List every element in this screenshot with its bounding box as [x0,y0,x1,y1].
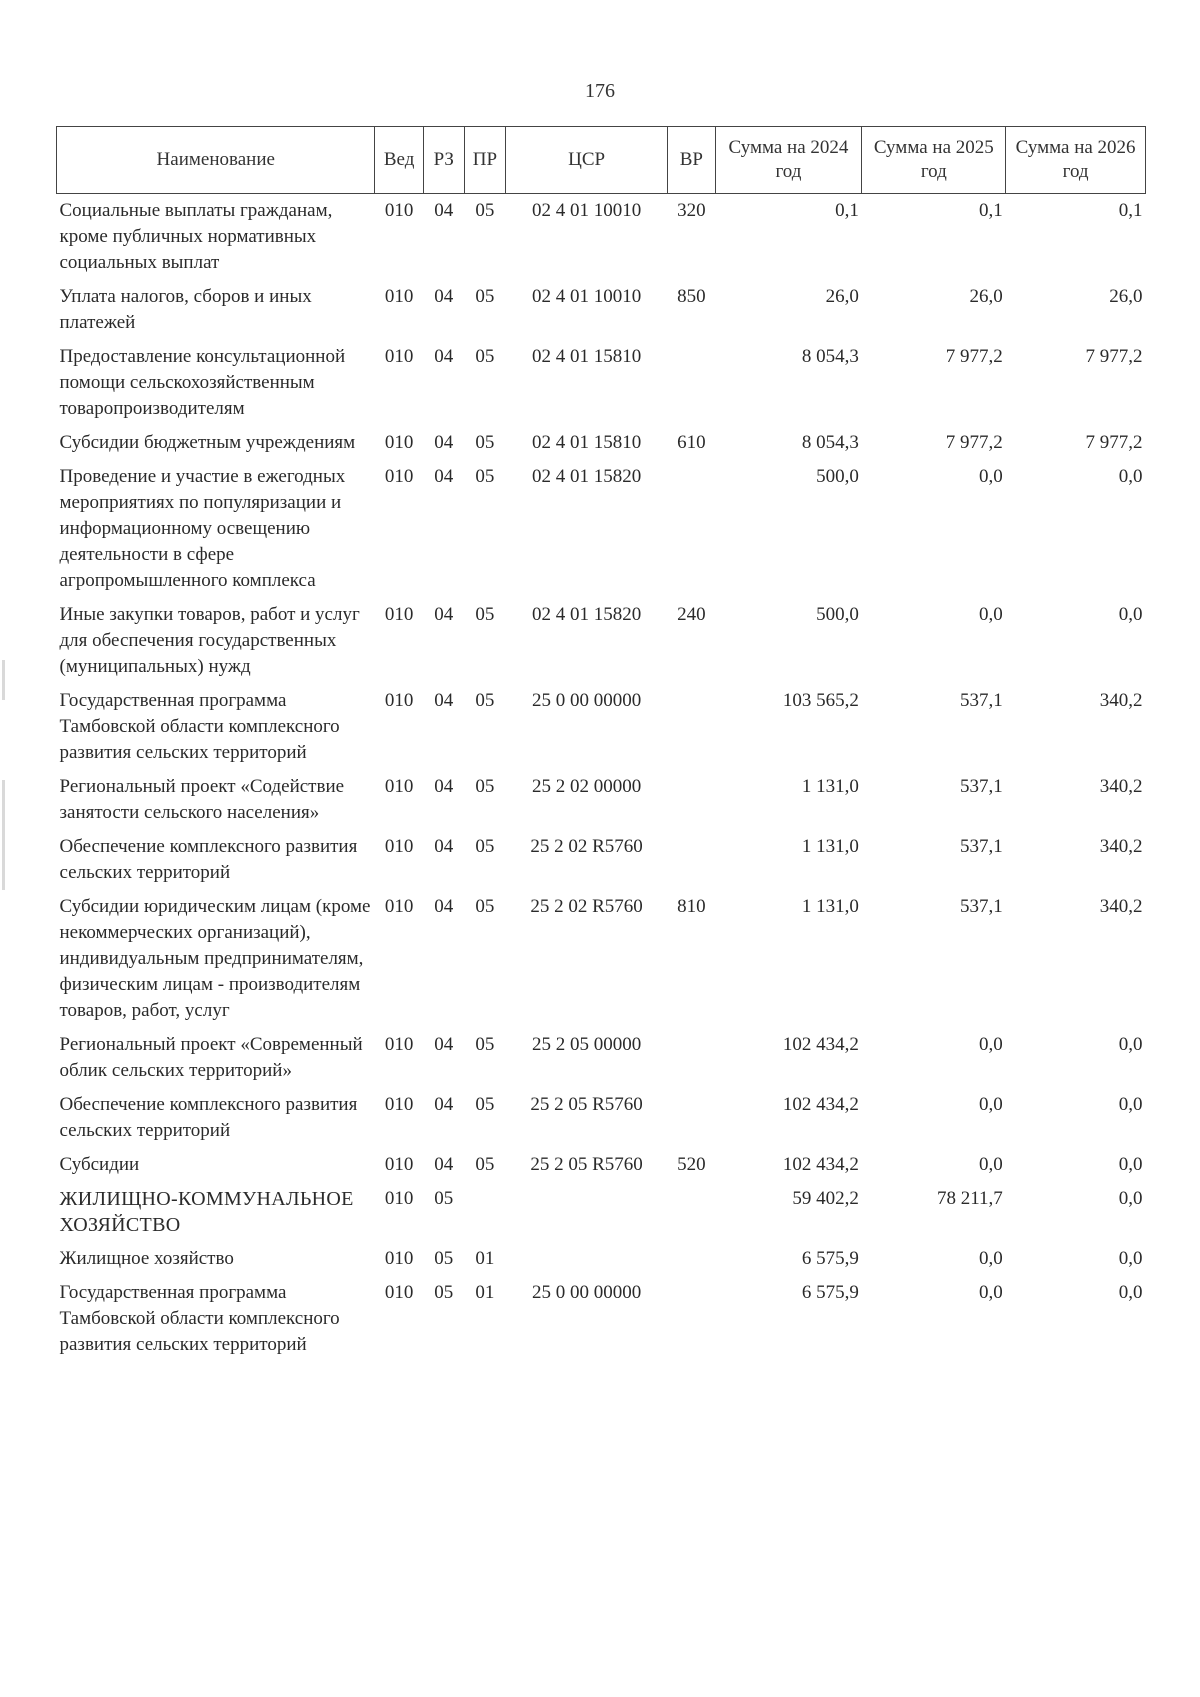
row-vr: 610 [677,432,706,453]
row-rz: 04 [434,690,454,711]
row-rz: 04 [434,1094,454,1115]
table-body [57,194,1146,1363]
table-row [57,280,1146,340]
row-ved: 010 [384,1034,414,1055]
row-name: Государственная программа Тамбовской области комплексного развития сельских территорий [59,1282,340,1355]
row-sum-2024: 8 054,3 [801,346,859,367]
table-row [57,598,1146,684]
row-csr: 25 2 05 R5760 [530,1154,643,1175]
row-pr: 05 [475,1094,495,1115]
row-sum-2024: 6 575,9 [801,1248,859,1269]
row-ved: 010 [384,1282,414,1303]
row-vr [668,340,715,426]
row-csr: 25 0 00 00000 [531,690,642,711]
row-name: Субсидии юридическим лицам (кроме некоммерческих организаций), индивидуальным предпринимателям, физическим лицам - производителям товаров, работ, услуг [59,896,371,1021]
row-vr [668,770,715,830]
header-sum-2026: Сумма на 2026 год [1006,127,1146,194]
row-csr: 25 2 02 R5760 [530,896,643,917]
row-sum-2024: 59 402,2 [792,1188,859,1209]
row-csr: 02 4 01 15820 [531,604,642,625]
row-ved: 010 [384,896,414,917]
row-vr [668,684,715,770]
row-pr: 05 [475,604,495,625]
row-name: Обеспечение комплексного развития сельских территорий [59,836,358,883]
row-csr: 02 4 01 15810 [531,432,642,453]
row-rz: 05 [434,1248,454,1269]
row-pr: 05 [475,1034,495,1055]
row-rz: 04 [434,346,454,367]
table-row [57,684,1146,770]
header-name: Наименование [57,127,375,194]
row-rz: 04 [434,776,454,797]
row-pr: 05 [475,286,495,307]
page-number: 176 [585,80,615,102]
table-row [57,194,1146,281]
header-vr: ВР [668,127,715,194]
row-sum-2026: 0,0 [1118,604,1143,625]
row-sum-2025: 0,0 [978,466,1003,487]
row-sum-2024: 102 434,2 [782,1034,859,1055]
row-csr [505,1242,667,1276]
row-pr: 01 [475,1248,495,1269]
row-sum-2025: 537,1 [959,836,1003,857]
row-csr: 02 4 01 10010 [531,200,642,221]
row-name: Субсидии [59,1154,140,1175]
row-name: Субсидии бюджетным учреждениям [59,432,356,453]
row-rz: 04 [434,286,454,307]
table-row [57,426,1146,460]
header-csr: ЦСР [505,127,667,194]
row-sum-2025: 7 977,2 [945,432,1003,453]
row-vr [668,460,715,598]
row-sum-2025: 0,0 [978,1282,1003,1303]
header-pr: ПР [464,127,505,194]
row-ved: 010 [384,776,414,797]
row-sum-2026: 7 977,2 [1085,346,1143,367]
row-rz: 04 [434,1154,454,1175]
row-sum-2024: 500,0 [816,604,859,625]
row-csr: 02 4 01 15820 [531,466,642,487]
row-sum-2026: 340,2 [1099,776,1143,797]
row-name: Социальные выплаты гражданам, кроме публичных нормативных социальных выплат [59,200,333,273]
row-pr: 05 [475,466,495,487]
row-vr [668,1028,715,1088]
scan-edge-mark [2,660,5,700]
row-pr: 01 [475,1282,495,1303]
header-sum-2024: Сумма на 2024 год [715,127,862,194]
table-row [57,340,1146,426]
row-vr [668,1088,715,1148]
row-name: Проведение и участие в ежегодных мероприятиях по популяризации и информационному освещению деятельности в сфере агропромышленного комплекса [59,466,346,591]
row-ved: 010 [384,200,414,221]
table-row [57,770,1146,830]
row-sum-2024: 103 565,2 [782,690,859,711]
row-ved: 010 [384,1188,414,1209]
row-name: Иные закупки товаров, работ и услуг для обеспечения государственных (муниципальных) нужд [59,604,360,677]
table-row [57,1242,1146,1276]
row-sum-2024: 6 575,9 [801,1282,859,1303]
row-sum-2026: 0,0 [1118,1154,1143,1175]
row-csr [505,1182,667,1242]
row-sum-2026: 340,2 [1099,690,1143,711]
row-pr: 05 [475,776,495,797]
row-sum-2024: 8 054,3 [801,432,859,453]
row-vr: 810 [677,896,706,917]
row-ved: 010 [384,604,414,625]
row-sum-2024: 1 131,0 [801,836,859,857]
row-sum-2026: 340,2 [1099,836,1143,857]
row-name: Жилищное хозяйство [59,1248,234,1269]
row-ved: 010 [384,432,414,453]
header-ved: Вед [375,127,423,194]
row-vr: 240 [677,604,706,625]
row-sum-2024: 102 434,2 [782,1154,859,1175]
scan-edge-mark [2,780,5,890]
row-rz: 04 [434,896,454,917]
budget-table [56,126,1146,1362]
row-sum-2025: 0,0 [978,1034,1003,1055]
row-ved: 010 [384,346,414,367]
row-pr [464,1182,505,1242]
table-row [57,1088,1146,1148]
row-csr: 02 4 01 10010 [531,286,642,307]
row-ved: 010 [384,286,414,307]
header-sum-2025: Сумма на 2025 год [862,127,1006,194]
row-sum-2025: 7 977,2 [945,346,1003,367]
row-pr: 05 [475,432,495,453]
table-row [57,1276,1146,1362]
row-name: Предоставление консультационной помощи сельскохозяйственным товаропроизводителям [59,346,346,419]
row-csr: 25 2 05 00000 [531,1034,642,1055]
row-sum-2026: 0,0 [1118,1282,1143,1303]
table-row [57,890,1146,1028]
row-vr: 320 [677,200,706,221]
row-ved: 010 [384,1248,414,1269]
row-ved: 010 [384,1094,414,1115]
row-sum-2025: 0,0 [978,1154,1003,1175]
row-sum-2024: 1 131,0 [801,776,859,797]
table-row [57,830,1146,890]
row-sum-2025: 0,0 [978,604,1003,625]
row-csr: 25 2 05 R5760 [530,1094,643,1115]
row-vr [668,830,715,890]
row-sum-2025: 78 211,7 [936,1188,1003,1209]
row-sum-2026: 0,0 [1118,1094,1143,1115]
row-sum-2025: 26,0 [969,286,1003,307]
row-sum-2025: 537,1 [959,776,1003,797]
row-name: Региональный проект «Современный облик сельских территорий» [59,1034,363,1081]
row-vr: 520 [677,1154,706,1175]
row-pr: 05 [475,346,495,367]
row-name: Обеспечение комплексного развития сельских территорий [59,1094,358,1141]
row-rz: 04 [434,604,454,625]
row-pr: 05 [475,896,495,917]
row-sum-2026: 0,0 [1118,1188,1143,1209]
row-sum-2026: 0,0 [1118,1034,1143,1055]
row-csr: 25 2 02 00000 [531,776,642,797]
row-vr [668,1182,715,1242]
row-sum-2025: 0,1 [978,200,1003,221]
header-rz: РЗ [423,127,464,194]
row-vr [668,1276,715,1362]
row-rz: 04 [434,432,454,453]
row-csr: 25 2 02 R5760 [530,836,643,857]
row-rz: 05 [434,1282,454,1303]
table-header [57,127,1146,194]
row-ved: 010 [384,466,414,487]
row-rz: 04 [434,200,454,221]
row-pr: 05 [475,1154,495,1175]
row-sum-2026: 0,1 [1118,200,1143,221]
row-sum-2024: 1 131,0 [801,896,859,917]
row-rz: 04 [434,1034,454,1055]
row-vr [668,1242,715,1276]
row-sum-2025: 0,0 [978,1248,1003,1269]
row-name: Региональный проект «Содействие занятости сельского населения» [59,776,345,823]
row-rz: 05 [434,1188,454,1209]
row-ved: 010 [384,836,414,857]
row-pr: 05 [475,836,495,857]
table-row [57,1028,1146,1088]
row-sum-2025: 0,0 [978,1094,1003,1115]
row-sum-2025: 537,1 [959,690,1003,711]
row-name: Государственная программа Тамбовской области комплексного развития сельских территорий [59,690,340,763]
row-sum-2026: 0,0 [1118,1248,1143,1269]
row-name: ЖИЛИЩНО-КОММУНАЛЬНОЕ ХОЗЯЙСТВО [59,1188,354,1236]
row-pr: 05 [475,690,495,711]
row-csr: 02 4 01 15810 [531,346,642,367]
table-row [57,1148,1146,1182]
row-sum-2024: 102 434,2 [782,1094,859,1115]
row-sum-2024: 0,1 [835,200,859,221]
row-sum-2026: 7 977,2 [1085,432,1143,453]
row-ved: 010 [384,690,414,711]
row-sum-2024: 500,0 [816,466,859,487]
row-rz: 04 [434,836,454,857]
row-pr: 05 [475,200,495,221]
row-name: Уплата налогов, сборов и иных платежей [59,286,312,333]
row-rz: 04 [434,466,454,487]
row-sum-2026: 340,2 [1099,896,1143,917]
row-vr: 850 [677,286,706,307]
table-row-section [57,1182,1146,1242]
row-csr: 25 0 00 00000 [531,1282,642,1303]
row-sum-2024: 26,0 [825,286,859,307]
row-sum-2026: 26,0 [1109,286,1143,307]
table-row [57,460,1146,598]
row-sum-2026: 0,0 [1118,466,1143,487]
row-ved: 010 [384,1154,414,1175]
row-sum-2025: 537,1 [959,896,1003,917]
